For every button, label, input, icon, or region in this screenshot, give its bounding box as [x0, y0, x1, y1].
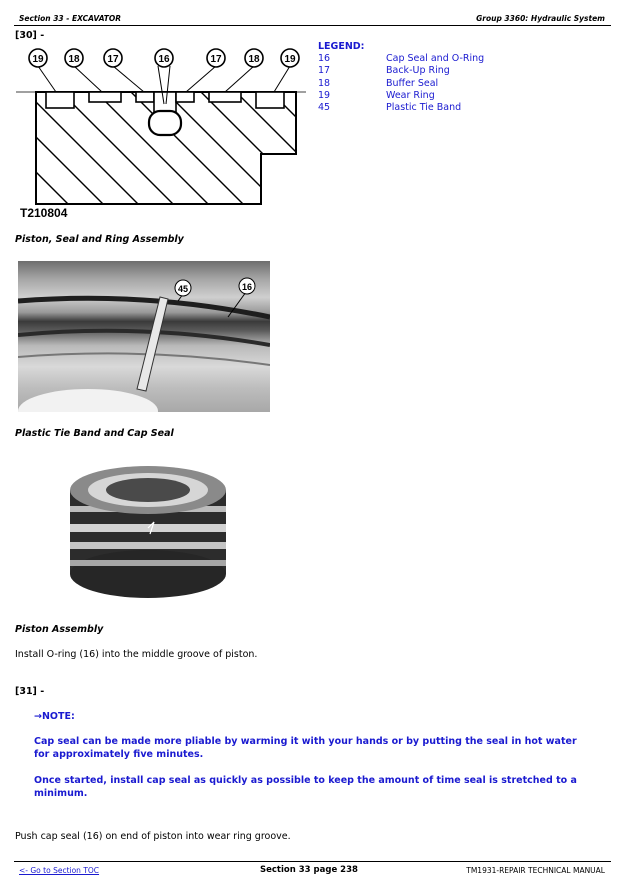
callout-label: 16 [158, 54, 170, 65]
step-30-label: [30] - [15, 30, 45, 41]
callout-label: 45 [177, 284, 189, 294]
step-31-instruction: Push cap seal (16) on end of piston into wear ring groove. [15, 831, 291, 842]
header-rule [14, 25, 611, 26]
legend-description: Buffer Seal [386, 78, 439, 89]
note-title: →NOTE: [34, 711, 75, 722]
footer-manual-name: TM1931-REPAIR TECHNICAL MANUAL [466, 866, 605, 875]
callout-label: 18 [68, 54, 80, 65]
figure-id: T210804 [20, 206, 68, 220]
callout-label: 17 [210, 54, 222, 65]
legend-number: 17 [318, 65, 331, 76]
legend-description: Plastic Tie Band [386, 102, 462, 113]
legend-description: Wear Ring [386, 90, 435, 101]
legend-number: 19 [318, 90, 331, 101]
legend-number: 16 [318, 53, 331, 64]
footer-rule [14, 861, 611, 862]
note-paragraph-2: Once started, install cap seal as quickly as possible to keep the amount of time seal is stretched to a minimum. [34, 775, 577, 799]
footer-page-number: Section 33 page 238 [260, 865, 358, 875]
callout-label: 16 [241, 282, 253, 292]
seal-cross-section-diagram [16, 42, 306, 224]
step-30-instruction: Install O-ring (16) into the middle groove of piston. [15, 649, 258, 660]
go-to-section-toc-link[interactable]: <- Go to Section TOC [19, 866, 100, 875]
legend-number: 18 [318, 78, 331, 89]
callout-label: 18 [248, 54, 260, 65]
step-31-label: [31] - [15, 686, 45, 697]
callout-label: 19 [32, 54, 44, 65]
legend-description: Back-Up Ring [386, 65, 450, 76]
callout-label: 17 [107, 54, 119, 65]
header-section: Section 33 - EXCAVATOR [19, 14, 122, 23]
caption-tie-band-cap-seal: Plastic Tie Band and Cap Seal [15, 428, 174, 439]
note-paragraph-1: Cap seal can be made more pliable by warming it with your hands or by putting the seal in hot water for approximately five minutes. [34, 736, 577, 760]
callout-label: 19 [284, 54, 296, 65]
legend-title: LEGEND: [318, 41, 365, 52]
legend-description: Cap Seal and O-Ring [386, 53, 485, 64]
legend-number: 45 [318, 102, 331, 113]
caption-seal-ring-assembly: Piston, Seal and Ring Assembly [15, 234, 184, 245]
tie-band-photo [18, 261, 270, 412]
header-group: Group 3360: Hydraulic System [476, 14, 605, 23]
piston-assembly-photo [66, 462, 230, 600]
caption-piston-assembly: Piston Assembly [15, 624, 104, 635]
